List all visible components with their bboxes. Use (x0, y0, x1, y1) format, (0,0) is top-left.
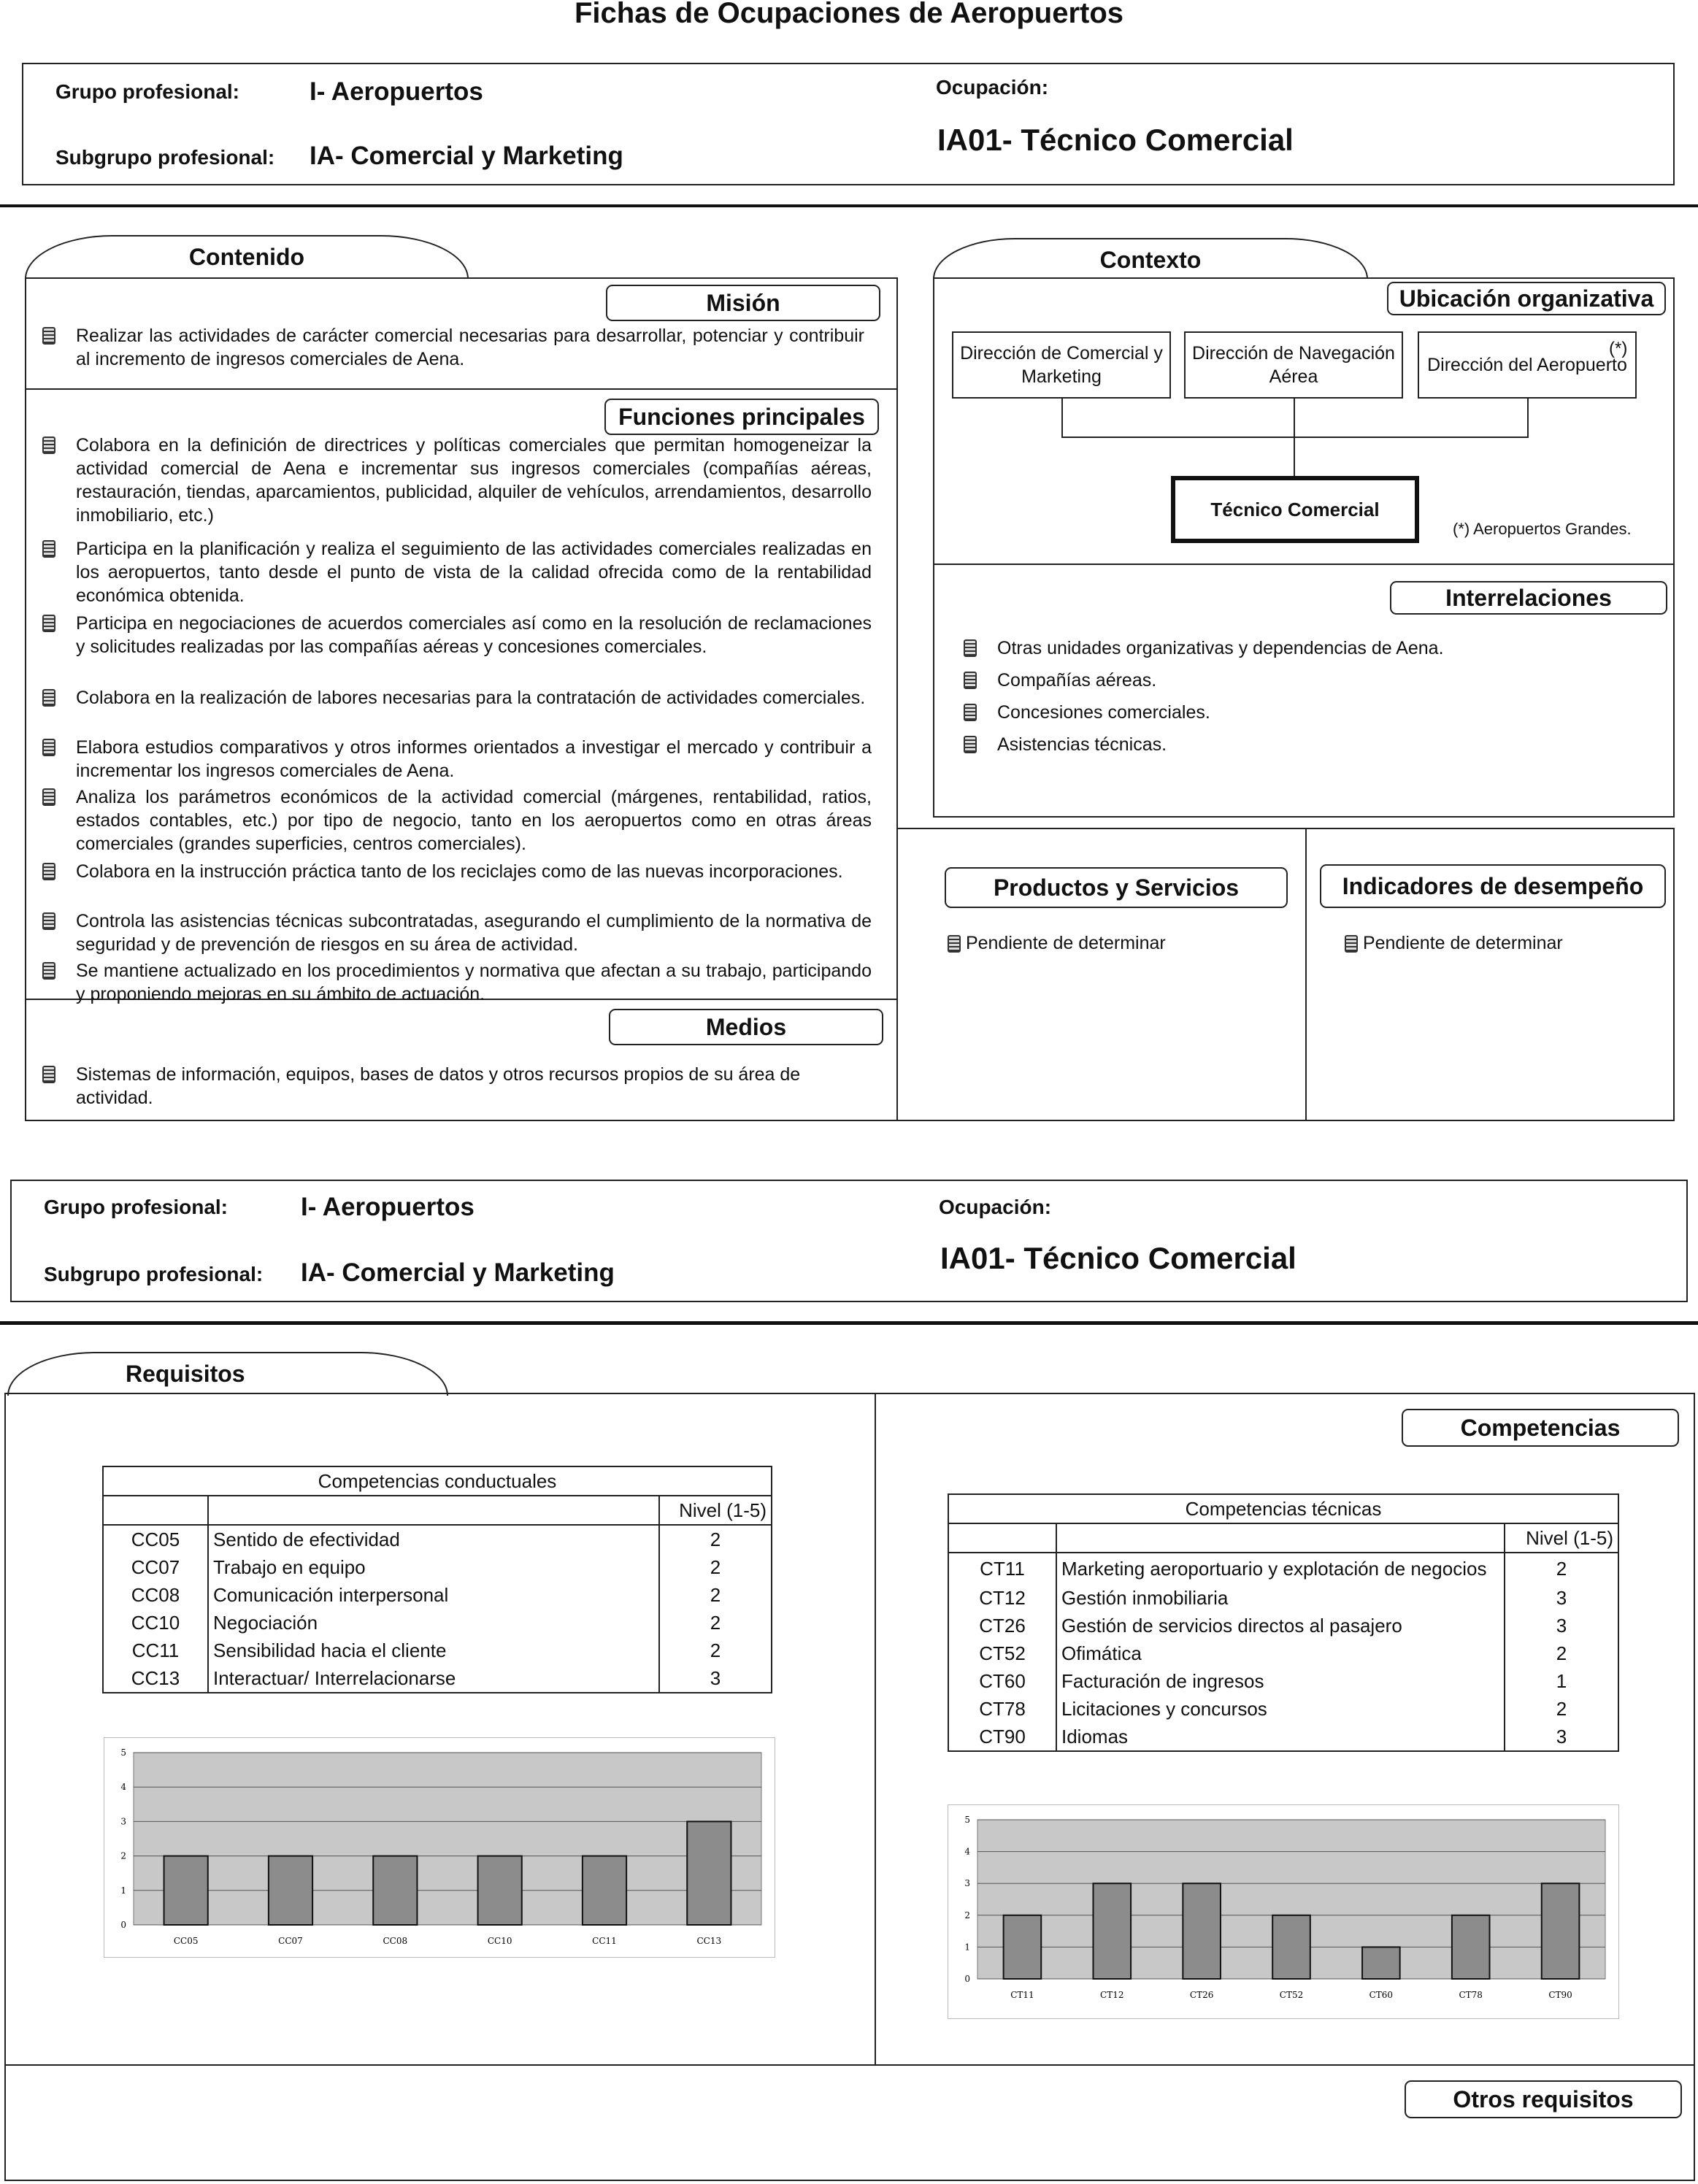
list-item: Colabora en la instrucción práctica tanto de los reciclajes como de las nuevas incorporaciones. (76, 860, 872, 883)
org-box-tecnico: Técnico Comercial (1171, 476, 1419, 543)
x-tick-label: CT90 (1548, 1990, 1572, 2000)
table-row (948, 1723, 1618, 1751)
grupo-value: I- Aeropuertos (310, 77, 483, 106)
code-cell: CC10 (103, 1609, 208, 1637)
org-box-navegacion: Dirección de Navegación Aérea (1184, 331, 1403, 399)
x-tick-label: CC11 (592, 1936, 617, 1946)
name-cell: Sentido de efectividad (208, 1525, 659, 1553)
table-row (948, 1553, 1618, 1584)
level-cell: 3 (659, 1664, 772, 1693)
bullet-icon (42, 788, 55, 806)
y-tick-label: 4 (120, 1782, 126, 1793)
name-cell: Marketing aeroportuario y explotación de negocios (1056, 1553, 1505, 1584)
level-header: Nivel (1-5) (1505, 1523, 1618, 1553)
level-header: Nivel (1-5) (659, 1496, 772, 1525)
divider (0, 204, 1698, 207)
org-line (1061, 399, 1063, 438)
name-cell: Gestión inmobiliaria (1056, 1584, 1505, 1612)
bar (1004, 1915, 1042, 1979)
competencias-title: Competencias (1402, 1409, 1679, 1447)
y-tick-label: 0 (120, 1920, 126, 1930)
subgrupo-value: IA- Comercial y Marketing (310, 142, 623, 170)
bullet-icon (42, 689, 55, 707)
divider (25, 388, 898, 390)
y-tick-label: 3 (120, 1816, 126, 1827)
x-tick-label: CT60 (1369, 1990, 1394, 2000)
bullet-icon (42, 437, 55, 454)
tab-contexto: Contexto (933, 238, 1368, 279)
code-cell: CC05 (103, 1525, 208, 1553)
competencias-conductuales-table (102, 1466, 772, 1693)
bar (583, 1856, 626, 1925)
name-cell: Comunicación interpersonal (208, 1581, 659, 1609)
x-tick-label: CC08 (383, 1936, 408, 1946)
indicadores-title: Indicadores de desempeño (1320, 864, 1666, 908)
bar (373, 1856, 417, 1925)
level-cell: 3 (1505, 1723, 1618, 1751)
subgrupo-label: Subgrupo profesional: (55, 146, 275, 169)
bar (1272, 1915, 1310, 1979)
bar (478, 1856, 522, 1925)
list-item: Se mantiene actualizado en los procedimientos y normativa que afectan a su trabajo, participando y proponiendo mejoras en su ámbito de actuación. (76, 959, 872, 1006)
table-cell (948, 1523, 1056, 1553)
code-cell: CC08 (103, 1581, 208, 1609)
org-box-comercial: Dirección de Comercial y Marketing (952, 331, 1171, 399)
table-row (948, 1667, 1618, 1695)
mision-title: Misión (606, 285, 880, 321)
x-tick-label: CT52 (1279, 1990, 1304, 2000)
org-line (1527, 399, 1529, 438)
subgrupo-label: Subgrupo profesional: (44, 1263, 264, 1285)
name-cell: Negociación (208, 1609, 659, 1637)
level-cell: 2 (659, 1525, 772, 1553)
table-row (103, 1664, 772, 1693)
code-cell: CT78 (948, 1695, 1056, 1723)
bullet-icon (964, 639, 977, 657)
code-cell: CC07 (103, 1553, 208, 1581)
bullet-icon (964, 704, 977, 721)
y-tick-label: 2 (120, 1850, 126, 1861)
bullet-icon (42, 863, 55, 880)
table-row (948, 1612, 1618, 1639)
mision-text: Realizar las actividades de carácter comercial necesarias para desarrollar, potenciar y contribuir al incremento de ingresos comerciales de Aena. (76, 324, 864, 371)
name-cell: Facturación de ingresos (1056, 1667, 1505, 1695)
medios-title: Medios (609, 1009, 883, 1045)
ocupacion-value: IA01- Técnico Comercial (940, 1241, 1296, 1275)
bar (1093, 1883, 1131, 1979)
bullet-icon (1345, 935, 1358, 953)
bullet-icon (948, 935, 961, 953)
grupo-label: Grupo profesional: (55, 80, 239, 103)
list-item: Colabora en la realización de labores necesarias para la contratación de actividades comerciales. (76, 686, 872, 710)
level-cell: 2 (659, 1637, 772, 1664)
list-item: Participa en negociaciones de acuerdos comerciales así como en la resolución de reclamaciones y solicitudes realizadas por las compañías aéreas y concesiones comerciales. (76, 612, 872, 658)
list-item: Participa en la planificación y realiza el seguimiento de las actividades comerciales realizadas en los aeropuertos, tanto desde el punto de vista de la calidad ofrecida como de la rentabilidad económica obtenida. (76, 537, 872, 607)
medios-text: Sistemas de información, equipos, bases de datos y otros recursos propios de su área de actividad. (76, 1063, 850, 1110)
name-cell: Licitaciones y concursos (1056, 1695, 1505, 1723)
list-item: Analiza los parámetros económicos de la actividad comercial (márgenes, rentabilidad, ratios, estados contables, etc.) por tipo de negocio, tanto en los aeropuertos como en otras áreas comerciales (grandes superficies, centros comerciales). (76, 785, 872, 855)
table-cell (208, 1496, 659, 1525)
bar (1542, 1883, 1580, 1979)
level-cell: 2 (659, 1609, 772, 1637)
org-note: (*) Aeropuertos Grandes. (1453, 520, 1632, 538)
bullet-icon (964, 736, 977, 753)
org-box-aeropuerto: Dirección del Aeropuerto (1418, 331, 1637, 399)
productos-text: Pendiente de determinar (948, 933, 1166, 954)
x-tick-label: CT26 (1189, 1990, 1214, 2000)
table-row (103, 1525, 772, 1553)
ocupacion-label: Ocupación: (939, 1196, 1052, 1218)
name-cell: Sensibilidad hacia el cliente (208, 1637, 659, 1664)
x-tick-label: CT78 (1459, 1990, 1483, 2000)
bullet-icon (42, 540, 55, 558)
table-row (103, 1609, 772, 1637)
bullet-icon (42, 962, 55, 980)
chart-competencias-conductuales (104, 1737, 775, 1958)
code-cell: CT52 (948, 1639, 1056, 1667)
competencias-tecnicas-table (948, 1493, 1619, 1752)
bar (269, 1856, 312, 1925)
code-cell: CC11 (103, 1637, 208, 1664)
level-cell: 3 (1505, 1584, 1618, 1612)
plot-area (134, 1753, 761, 1925)
x-tick-label: CC07 (278, 1936, 303, 1946)
code-cell: CT90 (948, 1723, 1056, 1751)
y-tick-label: 2 (964, 1910, 970, 1920)
subgrupo-value: IA- Comercial y Marketing (301, 1258, 615, 1287)
code-cell: CT11 (948, 1553, 1056, 1584)
table-title: Competencias técnicas (948, 1494, 1618, 1523)
bar (164, 1856, 208, 1925)
table-cell (1056, 1523, 1505, 1553)
x-tick-label: CC05 (173, 1936, 199, 1946)
list-item: Colabora en la definición de directrices y políticas comerciales que permitan homogeneizar la actividad comercial de Aena e incrementar sus ingresos comerciales (compañías aéreas, restauración, tiendas, aparcamientos, publicidad, alquiler de vehículos, arrendamientos, desarrollo inmobiliario, etc.) (76, 434, 872, 527)
level-cell: 2 (1505, 1553, 1618, 1584)
divider (4, 2064, 1695, 2066)
ocupacion-label: Ocupación: (936, 76, 1049, 99)
level-cell: 2 (659, 1581, 772, 1609)
tab-requisitos: Requisitos (7, 1352, 448, 1396)
list-item: Elabora estudios comparativos y otros informes orientados a investigar el mercado y contribuir a incrementar los ingresos comerciales de Aena. (76, 736, 872, 783)
list-item: Controla las asistencias técnicas subcontratadas, asegurando el cumplimiento de la normativa de seguridad y de prevención de riesgos en su área de actividad. (76, 910, 872, 956)
level-cell: 2 (1505, 1639, 1618, 1667)
code-cell: CC13 (103, 1664, 208, 1693)
page-title: Fichas de Ocupaciones de Aeropuertos (574, 0, 1124, 29)
bullet-icon (964, 672, 977, 689)
x-tick-label: CT12 (1100, 1990, 1124, 2000)
name-cell: Gestión de servicios directos al pasajero (1056, 1612, 1505, 1639)
interrelaciones-title: Interrelaciones (1390, 581, 1667, 615)
name-cell: Ofimática (1056, 1639, 1505, 1667)
y-tick-label: 3 (964, 1878, 970, 1889)
bullet-icon (42, 739, 55, 756)
table-row (103, 1637, 772, 1664)
indicadores-text: Pendiente de determinar (1345, 933, 1563, 954)
otros-requisitos-title: Otros requisitos (1405, 2080, 1682, 2118)
divider (0, 1321, 1698, 1325)
grupo-label: Grupo profesional: (44, 1196, 228, 1218)
productos-title: Productos y Servicios (945, 867, 1288, 908)
bar (1452, 1915, 1490, 1979)
bullet-icon (42, 327, 55, 345)
bar (1362, 1947, 1400, 1979)
code-cell: CT26 (948, 1612, 1056, 1639)
grupo-value: I- Aeropuertos (301, 1193, 475, 1221)
ocupacion-value: IA01- Técnico Comercial (937, 123, 1294, 157)
table-row (948, 1639, 1618, 1667)
list-item: Otras unidades organizativas y dependencias de Aena. (997, 637, 1640, 660)
level-cell: 2 (659, 1553, 772, 1581)
y-tick-label: 5 (120, 1747, 126, 1758)
org-note-mark: (*) (1609, 339, 1628, 358)
bar (1183, 1883, 1221, 1979)
x-tick-label: CT11 (1010, 1990, 1034, 2000)
bullet-icon (42, 912, 55, 930)
list-item: Concesiones comerciales. (997, 701, 1640, 724)
ubicacion-title: Ubicación organizativa (1387, 282, 1666, 315)
divider (933, 564, 1675, 565)
x-tick-label: CC13 (696, 1936, 722, 1946)
bar (687, 1821, 731, 1925)
name-cell: Trabajo en equipo (208, 1553, 659, 1581)
bullet-icon (42, 1066, 55, 1083)
level-cell: 3 (1505, 1612, 1618, 1639)
table-row (948, 1695, 1618, 1723)
org-line (1061, 437, 1529, 438)
y-tick-label: 0 (964, 1974, 970, 1984)
table-cell (103, 1496, 208, 1525)
chart-competencias-tecnicas (948, 1804, 1619, 2019)
table-row (948, 1584, 1618, 1612)
y-tick-label: 5 (964, 1815, 970, 1825)
name-cell: Idiomas (1056, 1723, 1505, 1751)
tab-contenido: Contenido (25, 235, 469, 279)
table-title: Competencias conductuales (103, 1466, 772, 1496)
level-cell: 1 (1505, 1667, 1618, 1695)
code-cell: CT12 (948, 1584, 1056, 1612)
y-tick-label: 1 (964, 1942, 970, 1953)
name-cell: Interactuar/ Interrelacionarse (208, 1664, 659, 1693)
level-cell: 2 (1505, 1695, 1618, 1723)
table-row (103, 1553, 772, 1581)
x-tick-label: CC10 (487, 1936, 512, 1946)
divider (875, 1393, 876, 2066)
list-item: Asistencias técnicas. (997, 733, 1640, 756)
code-cell: CT60 (948, 1667, 1056, 1695)
bullet-icon (42, 615, 55, 632)
y-tick-label: 1 (120, 1885, 126, 1896)
list-item: Compañías aéreas. (997, 669, 1640, 692)
funciones-title: Funciones principales (604, 399, 879, 435)
y-tick-label: 4 (964, 1846, 970, 1857)
table-row (103, 1581, 772, 1609)
